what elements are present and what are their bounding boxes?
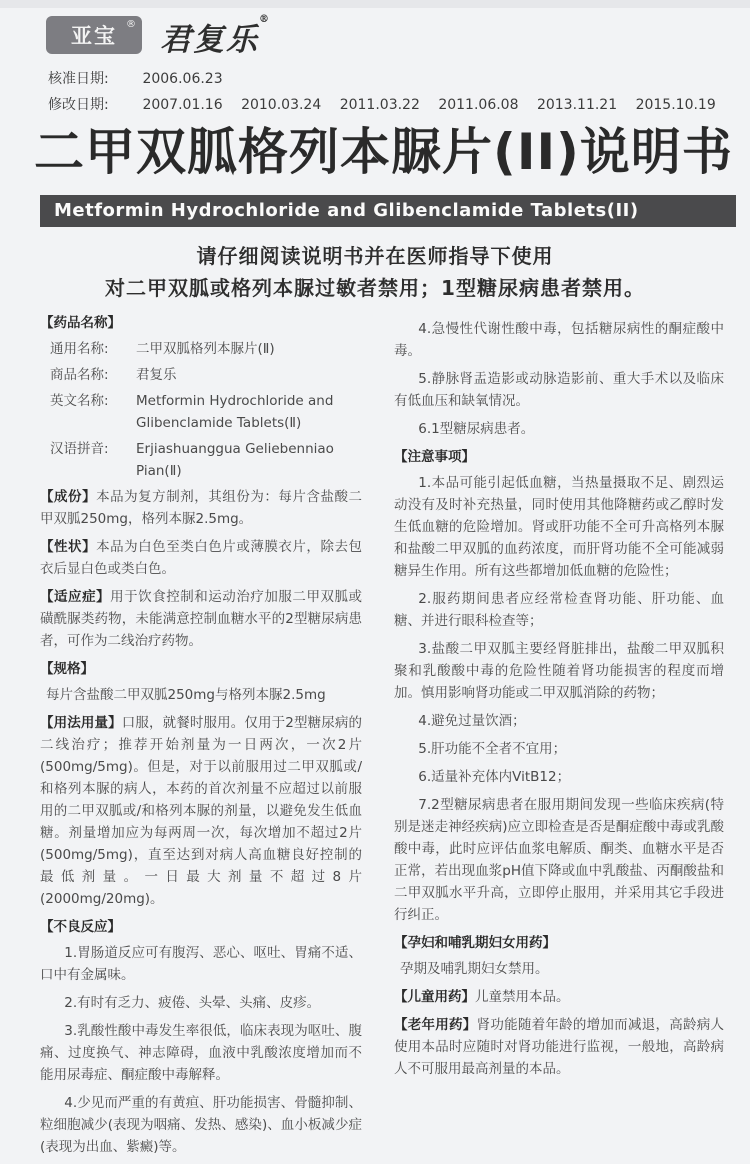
revision-date: 2010.03.24 — [241, 97, 322, 113]
indication-tag: 【适应症】 — [40, 589, 111, 605]
precaution-item: 2.服药期间患者应经常检查肾功能、肝功能、血糖、并进行眼科检查等； — [394, 591, 724, 629]
junfule-logo — [160, 14, 271, 59]
adverse-reaction-item: 1.胃肠道反应可有腹泻、恶心、呕吐、胃痛不适、口中有金属味。 — [40, 945, 362, 983]
precaution-item: 5.肝功能不全者不宜用； — [418, 741, 567, 757]
contraindication-warning: 对二甲双胍或格列本脲过敏者禁用；1型糖尿病患者禁用。 — [105, 276, 645, 300]
indication-text: 用于饮食控制和运动治疗加服二甲双胍或磺酰脲类药物，未能满意控制血糖水平的2型糖尿病患者，可作为二线治疗药物。 — [40, 589, 363, 649]
revision-date-label: 修改日期: — [48, 97, 109, 113]
specification-heading: 【规格】 — [40, 661, 94, 677]
revision-date: 2007.01.16 — [142, 97, 223, 113]
character-paragraph — [40, 536, 362, 580]
junfule-registered-mark: ® — [259, 14, 271, 25]
precautions-heading: 【注意事项】 — [394, 449, 475, 465]
indication-paragraph — [40, 586, 362, 652]
character-text: 本品为白色至类白色片或薄膜衣片，除去包衣后显白色或类白色。 — [40, 539, 363, 577]
adverse-reaction-item: 3.乳酸性酸中毒发生率很低，临床表现为呕吐、腹痛、过度换气、神志障碍，血液中乳酸浓度增加而不能用尿毒症、酮症酸中毒解释。 — [40, 1023, 362, 1083]
drug-name-heading: 【药品名称】 — [40, 315, 121, 331]
pregnancy-text: 孕期及哺乳期妇女禁用。 — [400, 961, 549, 977]
character-tag: 【性状】 — [40, 539, 97, 555]
english-name-label: 英文名称: — [50, 393, 109, 409]
yabao-registered-mark: ® — [126, 19, 138, 30]
yabao-logo-text: 亚宝 — [71, 24, 117, 48]
revision-date: 2011.03.22 — [339, 97, 420, 113]
approval-date-label: 核准日期: — [48, 71, 109, 87]
use-under-guidance-warning: 请仔细阅读说明书并在医师指导下使用 — [196, 244, 554, 268]
contraindication-item: 4.急慢性代谢性酸中毒，包括糖尿病性的酮症酸中毒。 — [394, 321, 724, 359]
precaution-item: 1.本品可能引起低血糖，当热量摄取不足、剧烈运动没有及时补充热量，同时使用其他降糖药或乙醇时发生低血糖的危险增加。肾或肝功能不全可升高格列本脲和盐酸二甲双胍的血药浓度，而肝肾功能不全可能减弱糖异生作用。所有这些都增加低血糖的危险性； — [394, 475, 724, 579]
revision-date: 2015.10.19 — [635, 97, 716, 113]
adverse-reactions-heading: 【不良反应】 — [40, 919, 121, 935]
approval-date: 2006.06.23 — [142, 71, 223, 87]
composition-paragraph — [40, 486, 362, 530]
english-name-value: Metformin Hydrochloride and Glibenclamide Tablets(Ⅱ) — [136, 393, 334, 431]
precaution-item: 6.适量补充体内VitB12； — [418, 769, 571, 785]
trade-name-row — [40, 364, 362, 386]
composition-tag: 【成份】 — [40, 489, 97, 505]
trade-name-label: 商品名称: — [50, 367, 109, 383]
precaution-item: 7.2型糖尿病患者在服用期间发现一些临床疾病(特别是迷走神经疾病)应立即检查是否是酮症酸中毒或乳酸酸中毒，此时应评估血浆电解质、酮类、血糖水平是否正常，若出现血浆pH值下降或血中乳酸盐、丙酮酸盐和二甲双胍水平升高，立即停止服用，并采用其它手段进行纠正。 — [394, 797, 724, 923]
precaution-item: 3.盐酸二甲双胍主要经肾脏排出，盐酸二甲双胍积聚和乳酸酸中毒的危险性随着肾功能损害的程度而增加。慎用影响肾功能或二甲双胍消除的药物； — [394, 641, 724, 701]
dosage-text: 口服，就餐时服用。仅用于2型糖尿病的二线治疗；推荐开始剂量为一日两次，一次2片(500mg/5mg)。但是，对于以前服用过二甲双胍或/和格列本脲的病人，本药的首次剂量不应超过以前服用的二甲双胍或/和格列本脲的剂量，以避免发生低血糖。剂量增加应为每两周一次，每次增加不超过2片(500mg/5mg)，直至达到对病人高血糖良好控制的最低剂量。一日最大剂量不超过8片(2000mg/20mg)。 — [40, 715, 363, 907]
dosage-paragraph — [40, 712, 362, 910]
junfule-logo-text: 君复乐 — [160, 22, 259, 58]
revision-date: 2013.11.21 — [536, 97, 618, 113]
elderly-paragraph — [394, 1014, 724, 1080]
revision-date: 2011.06.08 — [438, 97, 519, 113]
english-name-row — [40, 390, 362, 434]
pinyin-value: Erjiashuanggua Geliebenniao Pian(Ⅱ) — [136, 441, 334, 479]
composition-text: 本品为复方制剂，其组份为：每片含盐酸二甲双胍250mg，格列本脲2.5mg。 — [40, 489, 363, 527]
right-column — [394, 318, 724, 1086]
children-text: 儿童禁用本品。 — [475, 989, 570, 1005]
adverse-reaction-item: 2.有时有乏力、疲倦、头晕、头痛、皮疹。 — [64, 995, 321, 1011]
specification-text: 每片含盐酸二甲双胍250mg与格列本脲2.5mg — [46, 687, 326, 703]
trade-name-value: 君复乐 — [136, 367, 177, 383]
contraindication-item: 5.静脉肾盂造影或动脉造影前、重大手术以及临床有低血压和缺氧情况。 — [394, 371, 724, 409]
elderly-text: 肾功能随着年龄的增加而减退，高龄病人使用本品时应随时对肾功能进行监视，一般地，高龄病人不可服用最高剂量的本品。 — [394, 1017, 725, 1077]
dosage-tag: 【用法用量】 — [40, 715, 122, 731]
approval-date-line — [48, 68, 237, 88]
document-title: 二甲双胍格列本脲片(II)说明书 — [34, 123, 733, 181]
pregnancy-heading: 【孕妇和哺乳期妇女用药】 — [394, 935, 556, 951]
pinyin-row — [40, 438, 362, 482]
pinyin-label: 汉语拼音: — [50, 441, 109, 457]
yabao-logo — [46, 16, 142, 54]
generic-name-row — [40, 338, 362, 360]
children-paragraph — [394, 986, 724, 1008]
generic-name-value: 二甲双胍格列本脲片(Ⅱ) — [136, 341, 275, 357]
revision-date-line — [48, 94, 730, 114]
children-tag: 【儿童用药】 — [394, 989, 475, 1005]
adverse-reaction-item: 4.少见而严重的有黄疸、肝功能损害、骨髓抑制、粒细胞减少(表现为咽痛、发热、感染)、血小板减少症(表现为出血、紫癜)等。 — [40, 1095, 362, 1155]
english-title-bar: Metformin Hydrochloride and Glibenclamide Tablets(II) — [40, 195, 736, 227]
left-column — [40, 310, 362, 1164]
generic-name-label: 通用名称: — [50, 341, 109, 357]
elderly-tag: 【老年用药】 — [394, 1017, 477, 1033]
top-strip — [0, 0, 750, 8]
contraindication-item: 6.1型糖尿病患者。 — [418, 421, 535, 437]
precaution-item: 4.避免过量饮酒； — [418, 713, 526, 729]
